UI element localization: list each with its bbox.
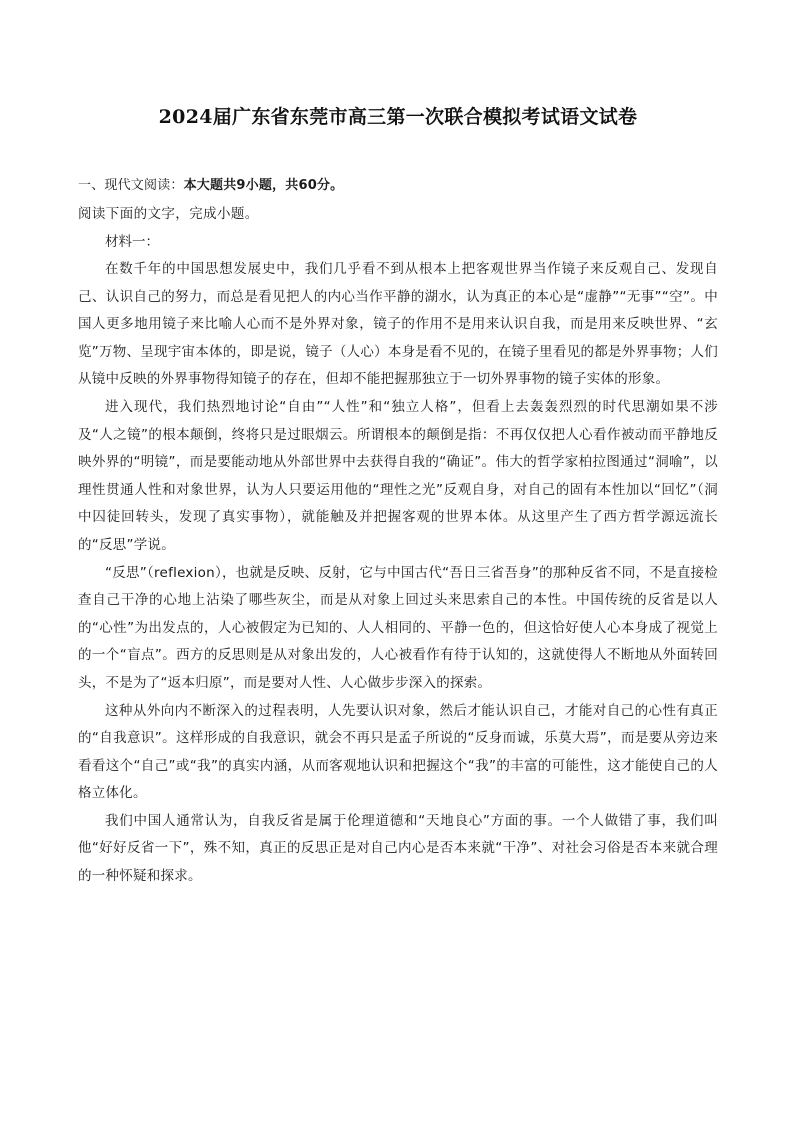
- paragraph: 进入现代，我们热烈地讨论“自由”“人性”和“独立人格”，但看上去轰轰烈烈的时代思潮如果不涉及“人之镜”的根本颠倒，终将只是过眼烟云。所谓根本的颠倒是指：不再仅仅把人心看作被动而平静地反映外界的“明镜”，而是要能动地从外部世界中去获得自我的“确证”。伟大的哲学家柏拉图通过“洞喻”，以理性贯通人性和对象世界，认为人只要运用他的“理性之光”反观自身，对自己的固有本性加以“回忆”（洞中囚徒回转头，发现了真实事物），就能触及并把握客观的世界本体。从这里产生了西方哲学源远流长的“反思”学说。: [78, 398, 718, 553]
- reading-instruction: 阅读下面的文字，完成小题。: [78, 206, 259, 222]
- material-label: 材料一：: [105, 234, 159, 250]
- section-prefix: 一、现代文阅读：: [78, 178, 184, 193]
- paragraph: “反思”（reflexion），也就是反映、反射，它与中国古代“吾日三省吾身”的那种反省不同，不是直接检查自己干净的心地上沾染了哪些灰尘，而是从对象上回过头来思索自己的本性。中国传统的反省是以人的“心性”为出发点的，人心被假定为已知的、人人相同的、平静一色的，但这恰好使人心本身成了视觉上的一个“盲点”。西方的反思则是从对象出发的，人心被看作有待于认知的，这就使得人不断地从外面转回头，不是为了“返本归原”，而是要对人性、人心做步步深入的探索。: [78, 564, 718, 691]
- paragraph: 我们中国人通常认为，自我反省是属于伦理道德和“天地良心”方面的事。一个人做错了事，我们叫他“好好反省一下”，殊不知，真正的反思正是对自己内心是否本来就“干净”、对社会习俗是否本来就合理的一种怀疑和探求。: [78, 812, 718, 885]
- section-heading: [78, 172, 718, 200]
- section-detail: 本大题共9小题，共60分。: [183, 178, 344, 193]
- exam-title: 2024届广东省东莞市高三第一次联合模拟考试语文试卷: [158, 106, 638, 128]
- paragraph: 在数千年的中国思想发展史中，我们几乎看不到从根本上把客观世界当作镜子来反观自己、发现自己、认识自己的努力，而总是看见把人的内心当作平静的湖水，认为真正的本心是“虚静”“无事”“空”。中国人更多地用镜子来比喻人心而不是外界对象，镜子的作用不是用来认识自我，而是用来反映世界、“玄览”万物、呈现宇宙本体的，即是说，镜子（人心）本身是看不见的，在镜子里看见的都是外界事物；人们从镜中反映的外界事物得知镜子的存在，但却不能把握那独立于一切外界事物的镜子实体的形象。: [78, 261, 718, 388]
- paragraph: 这种从外向内不断深入的过程表明，人先要认识对象，然后才能认识自己，才能对自己的心性有真正的“自我意识”。这样形成的自我意识，就会不再只是孟子所说的“反身而诚，乐莫大焉”，而是要从旁边来看看这个“自己”或“我”的真实内涵，从而客观地认识和把握这个“我”的丰富的可能性，这才能使自己的人格立体化。: [78, 702, 718, 802]
